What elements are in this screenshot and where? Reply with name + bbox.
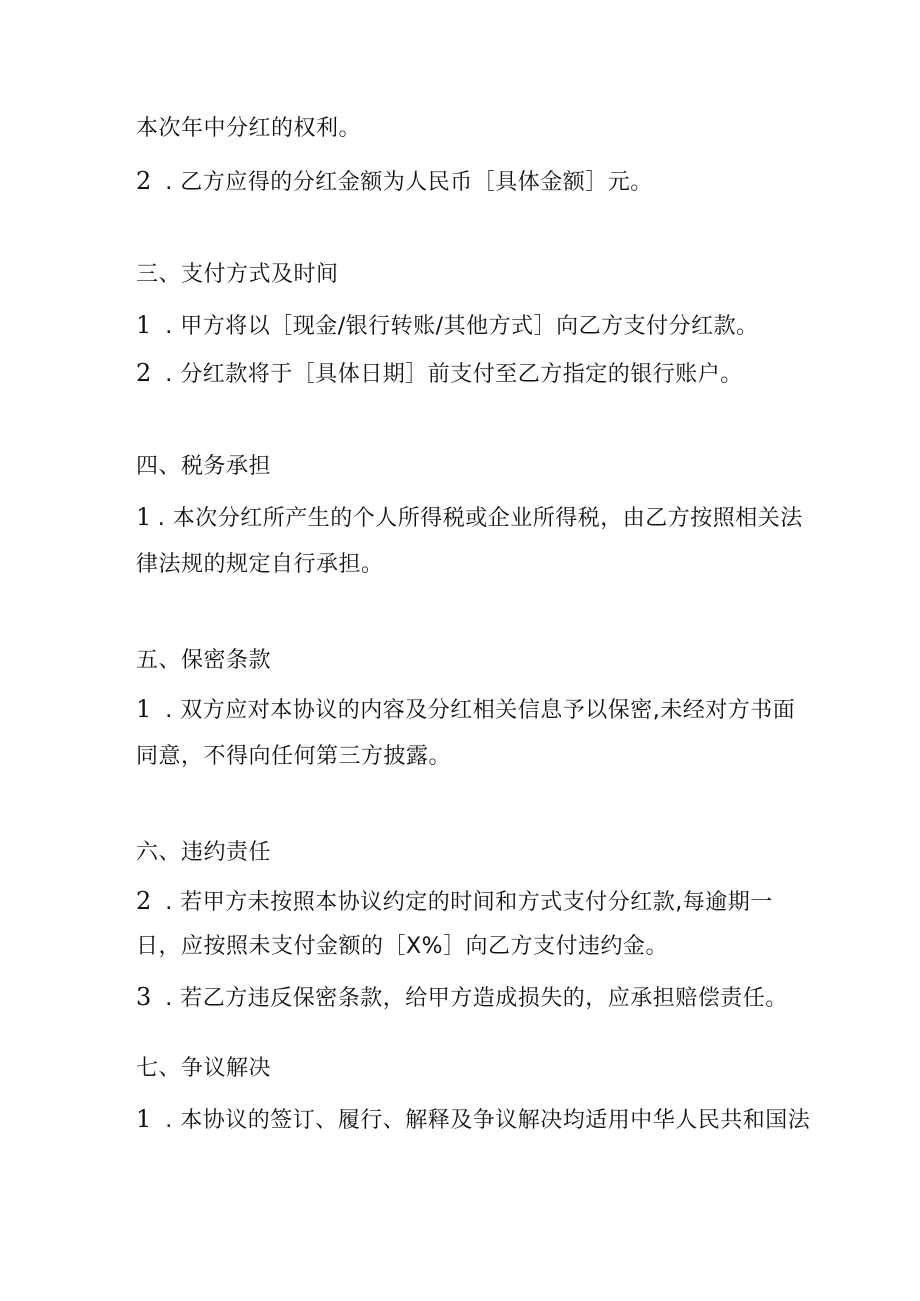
heading-text: 四、税务承担 (136, 454, 272, 479)
heading-text: 五、保密条款 (136, 648, 272, 673)
paragraph-line (136, 694, 795, 726)
item-number: 3 (136, 983, 152, 1011)
item-number: 1 (136, 695, 152, 723)
section-heading (136, 838, 271, 868)
paragraph-line (136, 550, 384, 580)
paragraph-line (136, 502, 803, 534)
item-number: 1 (136, 311, 152, 339)
paragraph-text: . 本次分红所产生的个人所得税或企业所得税，由乙方按照相关法 (157, 506, 803, 531)
heading-text: 三、支付方式及时间 (136, 262, 339, 287)
paragraph-line (136, 310, 759, 342)
paragraph-text: 律法规的规定自行承担。 (136, 552, 384, 577)
paragraph-text: 本次年中分红的权利。 (136, 116, 362, 141)
paragraph-line (136, 358, 743, 390)
paragraph-text: . 若甲方未按照本协议约定的时间和方式支付分红款,每逾期一 (157, 890, 773, 915)
paragraph-line (136, 742, 451, 772)
paragraph-text: . 分红款将于［具体日期］前支付至乙方指定的银行账户。 (157, 362, 743, 387)
paragraph-text: . 双方应对本协议的内容及分红相关信息予以保密,未经对方书面 (157, 698, 796, 723)
paragraph-text: . 甲方将以［现金/银行转账/其他方式］向乙方支付分红款。 (157, 314, 759, 339)
section-heading (136, 1054, 271, 1084)
paragraph-text: . 乙方应得的分红金额为人民币［具体金额］元。 (157, 170, 653, 195)
heading-text: 六、违约责任 (136, 840, 272, 865)
item-number: 2 (136, 887, 152, 915)
paragraph-text: . 若乙方违反保密条款，给甲方造成损失的，应承担赔偿责任。 (157, 986, 788, 1011)
section-heading (136, 260, 339, 290)
item-number: 2 (136, 359, 152, 387)
paragraph-text: 同意，不得向任何第三方披露。 (136, 744, 452, 769)
item-number: 1 (136, 1105, 152, 1133)
paragraph-line (136, 114, 361, 144)
paragraph-text: . 本协议的签订、履行、解释及争议解决均适用中华人民共和国法 (157, 1108, 811, 1133)
section-heading (136, 646, 271, 676)
paragraph-line (136, 982, 788, 1014)
heading-text: 七、争议解决 (136, 1056, 272, 1081)
item-number: 1 (136, 503, 152, 531)
paragraph-line (136, 1104, 810, 1136)
item-number: 2 (136, 167, 152, 195)
paragraph-text: 日，应按照未支付金额的［X%］向乙方支付违约金。 (136, 934, 668, 959)
paragraph-line (136, 166, 653, 198)
paragraph-line (136, 886, 773, 918)
paragraph-line (136, 932, 668, 962)
section-heading (136, 452, 271, 482)
